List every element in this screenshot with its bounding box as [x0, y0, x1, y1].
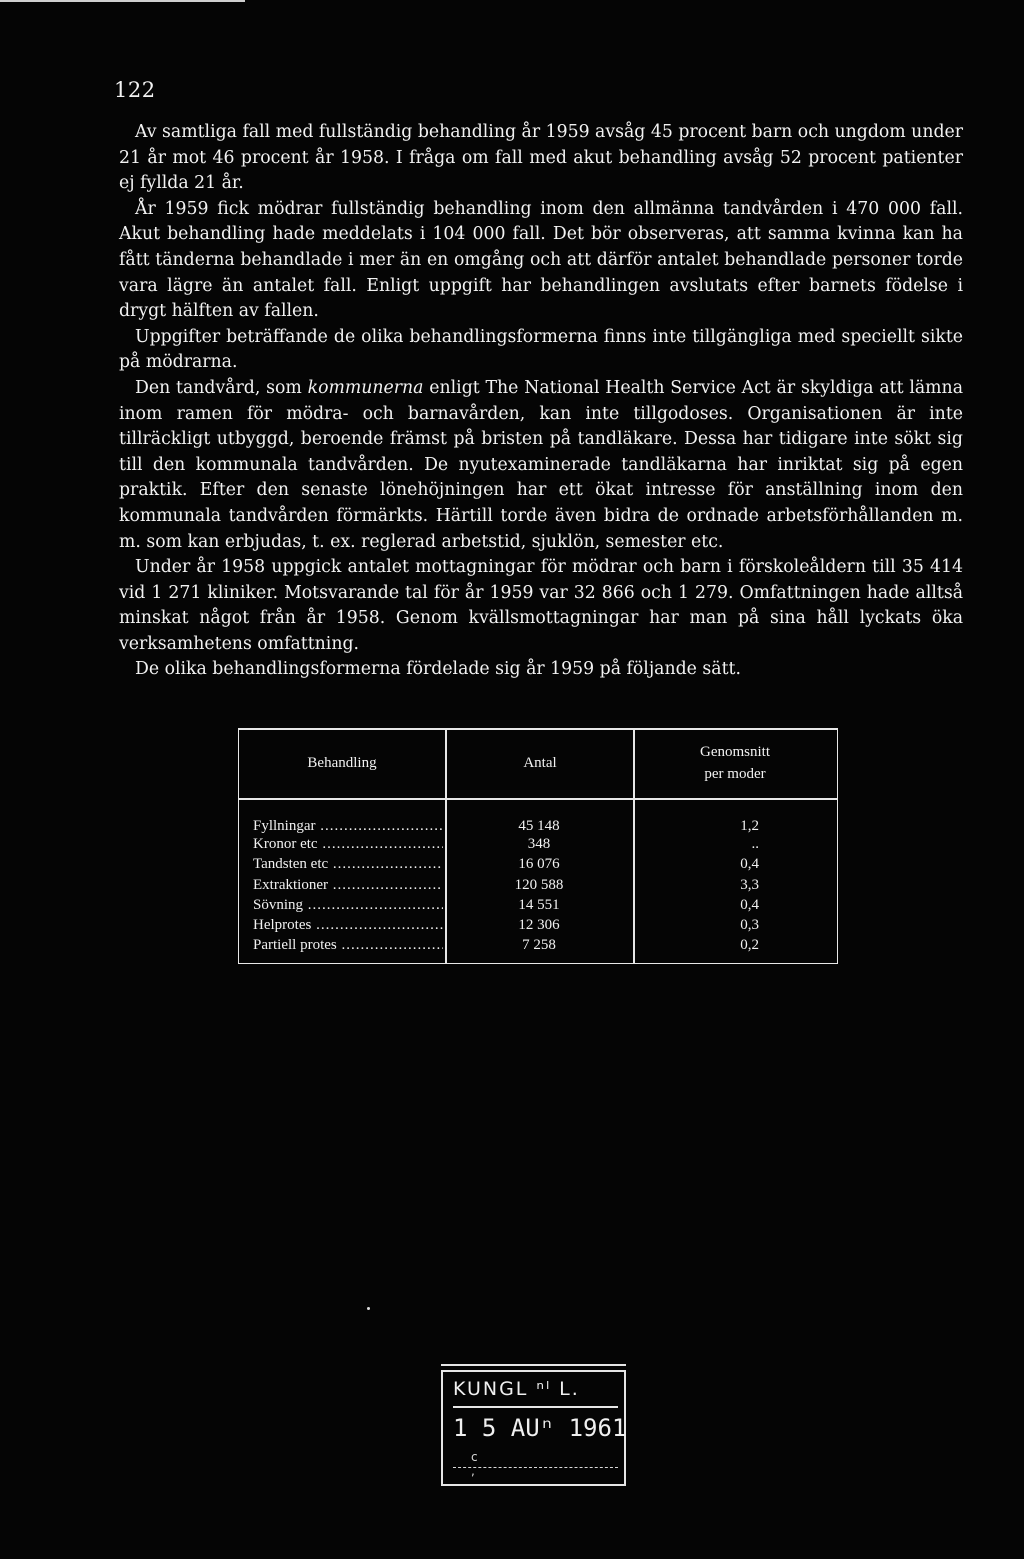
cell-antal: 16 076 — [518, 856, 560, 872]
cell-behandling: Sövning ..... — [253, 897, 443, 914]
body-text — [119, 120, 963, 683]
stamp-top-rule — [441, 1364, 626, 1366]
header-genomsnitt — [635, 728, 835, 798]
paragraph-4 — [119, 376, 963, 555]
header-antal: Antal — [523, 755, 557, 771]
cell-antal: 12 306 — [518, 917, 560, 933]
table-row — [239, 818, 837, 835]
stamp-date: 1 5 AUⁿ 1961 — [453, 1414, 627, 1442]
header-behandling: Behandling — [307, 755, 377, 771]
library-stamp — [441, 1364, 626, 1490]
cell-genomsnitt: .. — [751, 836, 759, 852]
table-row — [239, 937, 837, 954]
paragraph-2: År 1959 fick mödrar fullständig behandling inom den allmänna tandvården i 470 000 fall. Akut behandling hade meddelats i 104 000 fall. Det bör observeras, att samma kvinna kan ha fått tänderna behandlade i mer än en omgång och att därför antalet behandlade personer torde vara lägre än antalet fall. Enligt uppgift har behandlingen avslutats efter barnets födelse i drygt hälften av fallen. — [119, 198, 963, 322]
paragraph-4-start: Den tandvård, som — [135, 377, 308, 398]
stamp-line-3: c , — [471, 1450, 538, 1478]
header-genomsnitt-line1: Genomsnitt — [700, 744, 770, 760]
cell-antal: 120 588 — [514, 877, 564, 893]
stamp-rule — [453, 1406, 618, 1408]
paragraph-4-italic: kommunerna — [307, 377, 424, 398]
paragraph-6: De olika behandlingsformerna fördelade sig år 1959 på följande sätt. — [135, 659, 741, 680]
table-header-rule — [239, 798, 837, 800]
table-row — [239, 877, 837, 894]
cell-antal: 14 551 — [518, 897, 560, 913]
cell-behandling: Partiell protes ..... — [253, 937, 443, 954]
header-genomsnitt-line2: per moder — [704, 766, 766, 782]
cell-antal: 7 258 — [522, 937, 556, 953]
cell-antal: 348 — [527, 836, 551, 852]
cell-behandling: Extraktioner ..... — [253, 877, 443, 894]
cell-behandling: Kronor etc ..... — [253, 836, 443, 853]
cell-genomsnitt: 0,4 — [740, 897, 759, 913]
cell-genomsnitt: 0,4 — [740, 856, 759, 872]
paragraph-3: Uppgifter beträffande de olika behandlingsformerna finns inte tillgängliga med speciellt sikte på mödrarna. — [119, 326, 963, 373]
table-row — [239, 856, 837, 873]
cell-behandling: Tandsten etc ..... — [253, 856, 443, 873]
cell-genomsnitt: 0,3 — [740, 917, 759, 933]
cell-antal: 45 148 — [518, 818, 560, 834]
table-bottom-rule — [239, 963, 837, 965]
table-row — [239, 897, 837, 914]
cell-behandling: Fyllningar ..... — [253, 818, 443, 835]
cell-behandling: Helprotes ..... — [253, 917, 443, 934]
table-row — [239, 917, 837, 934]
cell-genomsnitt: 3,3 — [740, 877, 759, 893]
speck-mark — [367, 1307, 370, 1310]
cell-genomsnitt: 1,2 — [740, 818, 759, 834]
table-row — [239, 836, 837, 853]
stamp-bottom-rule — [453, 1467, 618, 1469]
paragraph-5: Under år 1958 uppgick antalet mottagningar för mödrar och barn i förskoleåldern till 35 414 vid 1 271 kliniker. Motsvarande tal för år 1959 var 32 866 och 1 279. Omfattningen hade alltså minskat något från år 1958. Genom kvällsmottagningar har man på sina håll lyckats öka verksamhetens omfattning. — [119, 557, 963, 654]
stamp-line-1: KUNGL ⁿˡ L. — [453, 1378, 580, 1400]
cell-genomsnitt: 0,2 — [740, 937, 759, 953]
page-number: 122 — [114, 78, 156, 102]
scan-edge-line — [0, 0, 245, 2]
paragraph-1: Av samtliga fall med fullständig behandling år 1959 avsåg 45 procent barn och ungdom under 21 år mot 46 procent år 1958. I fråga om fall med akut behandling avsåg 52 procent patienter ej fyllda 21 år. — [119, 122, 963, 194]
treatment-table — [238, 728, 838, 964]
paragraph-4-end: enligt The National Health Service Act är skyldiga att lämna inom ramen för mödra- och barnavården, kan inte tillgodoses. Organisationen är inte tillräckligt utbyggd, beroende främst på bristen på tandläkare. Dessa har tidigare inte sökt sig till den kommunala tandvården. De nyutexaminerade tandläkarna har inriktat sig på egen praktik. Efter den senaste lönehöjningen har ett ökat intresse för anställning inom den kommunala tandvården förmärkts. Härtill torde även bidra de ordnade arbetsförhållanden m. m. som kan erbjudas, t. ex. reglerad arbetstid, sjuklön, semester etc. — [119, 377, 963, 552]
